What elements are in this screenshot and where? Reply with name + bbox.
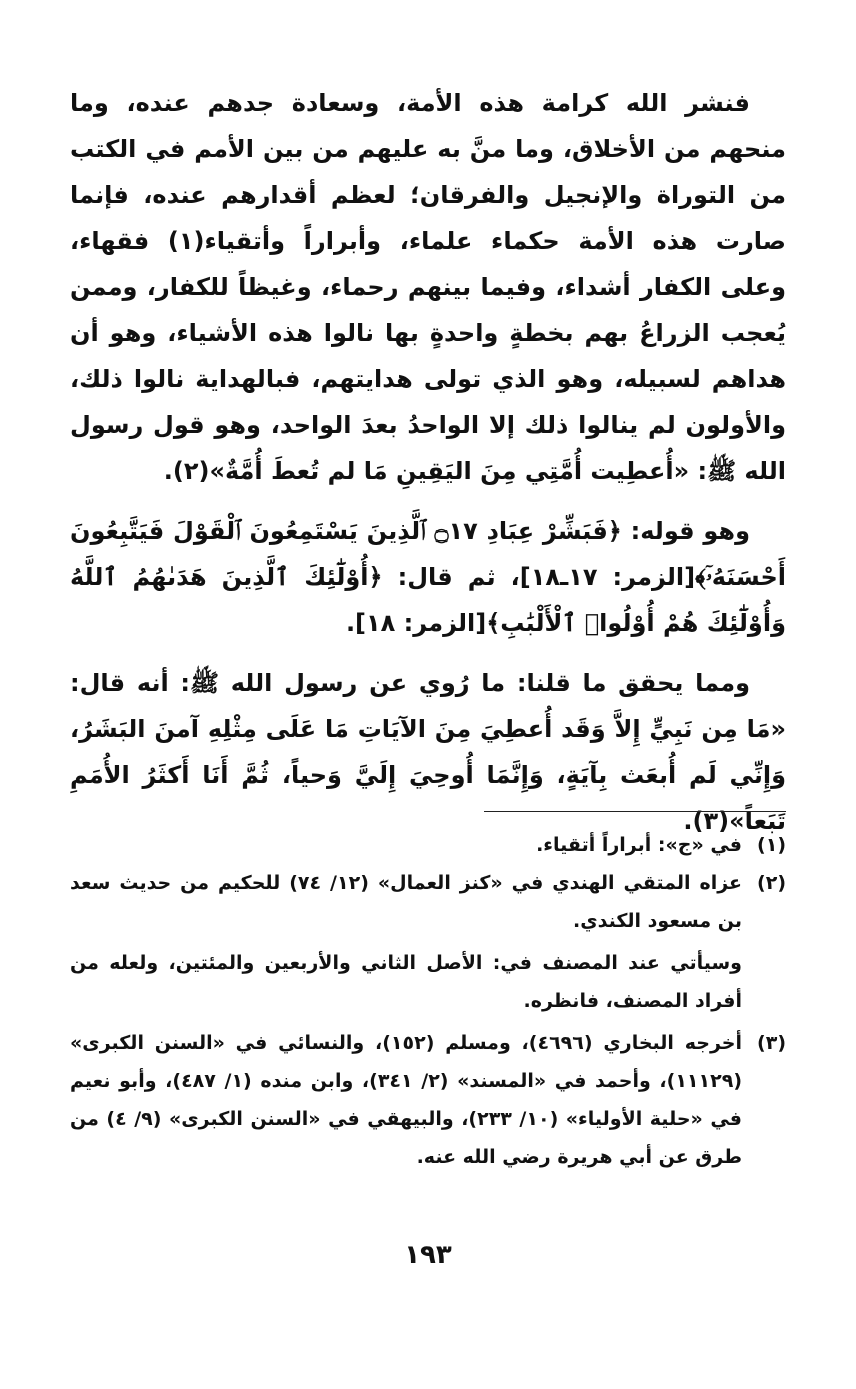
page-number: ١٩٣ [404, 1240, 452, 1270]
footnote-number: (٣) [757, 1032, 786, 1054]
footnote-3 [70, 1024, 786, 1176]
footnote-number: (٢) [757, 872, 786, 894]
footnote-2 [70, 864, 786, 940]
paragraph-3: ومما يحقق ما قلنا: ما رُوي عن رسول الله ﷺ: أنه قال: «مَا مِن نَبِيٍّ إِلاَّ وَقَد أُعطِيَ مِنَ الآيَاتِ مَا عَلَى مِثْلِهِ آمنَ البَشَرُ، وَإِنِّي لَم أُبعَث بِآيَةٍ، وَإِنَّمَا أُوحِيَ إِلَيَّ وَحياً، ثُمَّ أَنَا أَكثَرُ الأُمَمِ تَبَعاً»(٣). [70, 669, 786, 835]
footnote-text: أخرجه البخاري (٤٦٩٦)، ومسلم (١٥٢)، والنسائي في «السنن الكبرى» (١١١٢٩)، وأحمد في «المسند» (٢/ ٣٤١)، وابن منده (١/ ٤٨٧)، وأبو نعيم في «حلية الأولياء» (١٠/ ٢٣٣)، والبيهقي في «السنن الكبرى» (٩/ ٤) من طرق عن أبي هريرة رضي الله عنه. [70, 1032, 742, 1168]
paragraph-2: وهو قوله: ﴿فَبَشِّرْ عِبَادِ ۝١٧ ٱلَّذِينَ يَسْتَمِعُونَ ٱلْقَوْلَ فَيَتَّبِعُونَ أَحْسَنَهُۥٓ﴾[الزمر: ١٧ـ١٨]، ثم قال: ﴿أُوْلَٰٓئِكَ ٱلَّذِينَ هَدَىٰهُمُ ٱللَّهُ وَأُوْلَٰٓئِكَ هُمْ أُوْلُوا۟ ٱلْأَلْبَٰبِ﴾[الزمر: ١٨]. [70, 517, 787, 637]
footnote-1 [70, 826, 786, 864]
footnote-text: عزاه المتقي الهندي في «كنز العمال» (١٢/ ٧٤) للحكيم من حديث سعد بن مسعود الكندي. [70, 872, 743, 932]
paragraph-1: فنشر الله كرامة هذه الأمة، وسعادة جدهم عنده، وما منحهم من الأخلاق، وما منَّ به عليهم من بين الأمم في الكتب من التوراة والإنجيل والفرقان؛ لعظم أقدارهم عنده، فإنما صارت هذه الأمة حكماء علماء، وأبراراً وأتقياء(١) فقهاء، وعلى الكفار أشداء، وفيما بينهم رحماء، وغيظاً للكفار، وممن يُعجب الزراعُ بهم بخطةٍ واحدةٍ بها نالوا هذه الأشياء، وهو أن هداهم لسبيله، وهو الذي تولى هدايتهم، فبالهداية نالوا ذلك، والأولون لم ينالوا ذلك إلا الواحدُ بعدَ الواحد، وهو قول رسول الله ﷺ: «أُعطِيت أُمَّتِي مِنَ اليَقِينِ مَا لم تُعطَ أُمَّةٌ»(٢). [70, 89, 786, 485]
footnote-separator [484, 811, 786, 812]
footnote-2-continuation: وسيأتي عند المصنف في: الأصل الثاني والأربعين والمئتين، ولعله من أفراد المصنف، فانظره. [70, 952, 742, 1012]
footnote-number: (١) [757, 834, 786, 856]
footnote-text: في «ج»: أبراراً أتقياء. [536, 834, 742, 856]
main-text [70, 80, 786, 844]
footnotes [70, 826, 786, 1176]
